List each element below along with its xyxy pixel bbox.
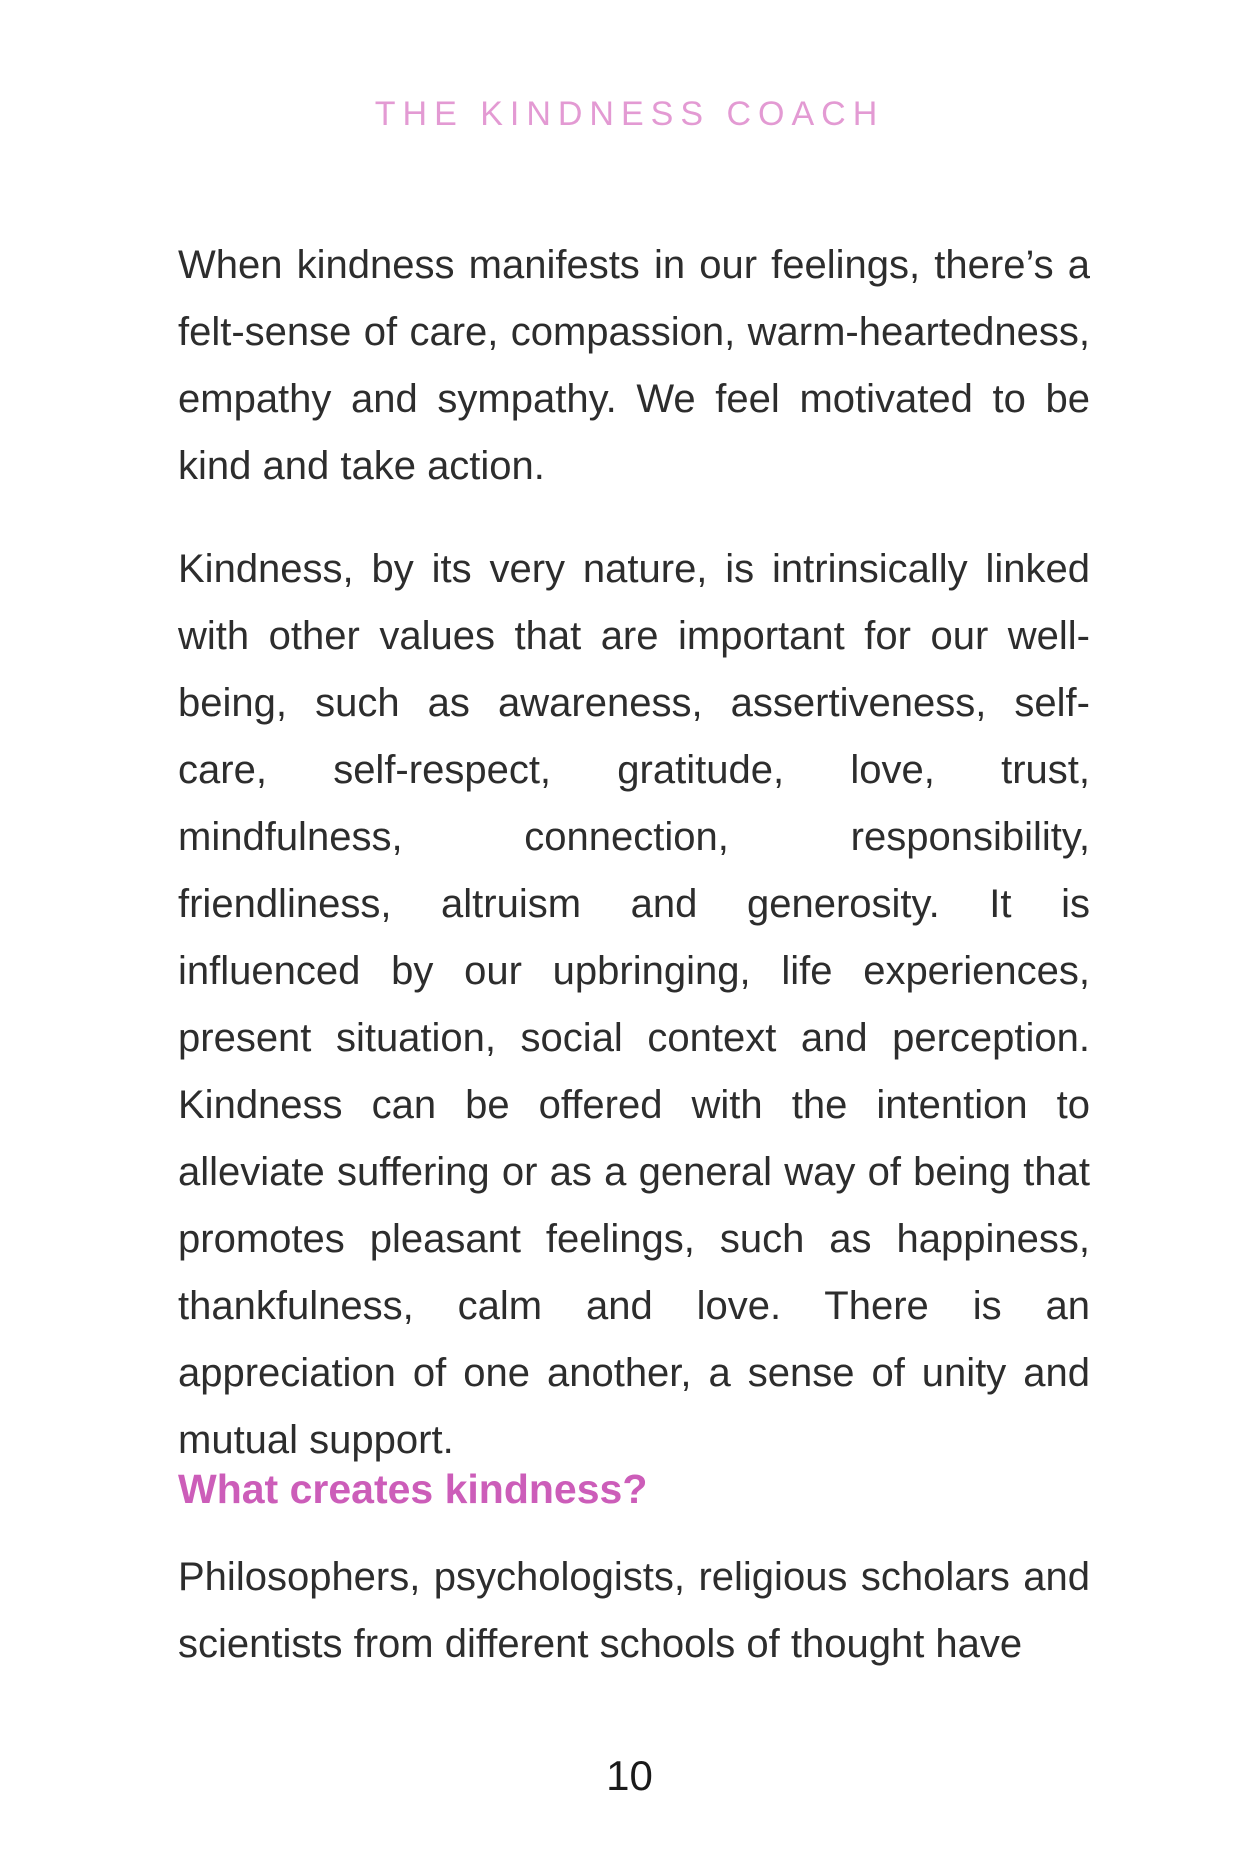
paragraph-values: Kindness, by its very nature, is intrinsically linked with other values that are important for our well-being, such as awareness, assertiveness, self-care, self-respect, gratitude, love, trust, mindfulness, connection, responsibility, friendliness, altruism and generosity. It is influenced by our upbringing, life experiences, present situation, social context and perception. Kindness can be offered with the intention to alleviate suffering or as a general way of being that promotes pleasant feelings, such as happiness, thankfulness, calm and love. There is an appreciation of one another, a sense of unity and mutual support. [178, 547, 1090, 1462]
section-heading: What creates kindness? [178, 1466, 648, 1512]
page-number: 10 [606, 1752, 653, 1799]
paragraph-philosophers: Philosophers, psychologists, religious scholars and scientists from different schools of thought have [178, 1555, 1090, 1666]
running-header: THE KINDNESS COACH [374, 95, 885, 133]
paragraph-feelings: When kindness manifests in our feelings, there’s a felt-sense of care, compassion, warm-heartedness, empathy and sympathy. We feel motivated to be kind and take action. [178, 243, 1090, 488]
